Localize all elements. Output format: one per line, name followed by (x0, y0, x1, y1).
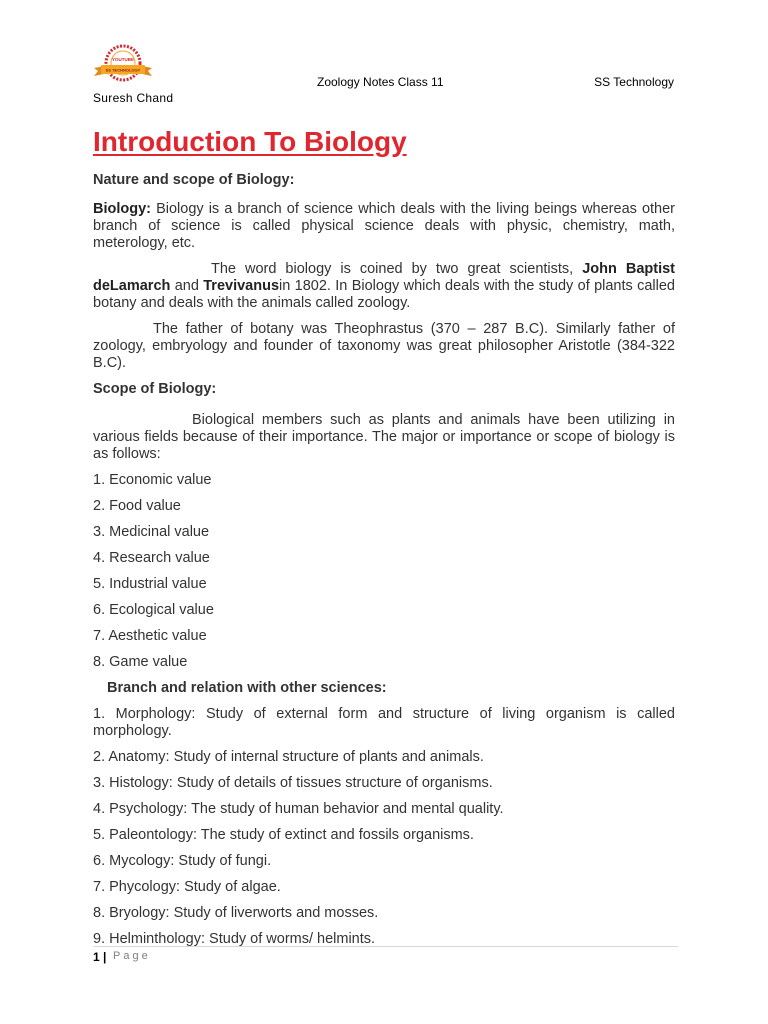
logo-text-top: YOUTUBE (111, 57, 135, 62)
list-item: 6. Ecological value (93, 602, 214, 618)
coined-paragraph (93, 261, 675, 312)
biology-label: Biology: (93, 201, 151, 217)
list-item: 3. Histology: Study of details of tissues structure of organisms. (93, 775, 493, 791)
document-title: Zoology Notes Class 11 (317, 75, 444, 89)
page-number (93, 950, 106, 964)
author-name: Suresh Chand (93, 91, 174, 105)
list-item: 2. Anatomy: Study of internal structure of plants and animals. (93, 749, 484, 765)
list-item: 1. Economic value (93, 472, 212, 488)
coined-text-2: and (170, 278, 204, 294)
list-item: 5. Industrial value (93, 576, 207, 592)
list-item: 2. Food value (93, 498, 181, 514)
list-item: 7. Phycology: Study of algae. (93, 879, 281, 895)
page-header (0, 0, 768, 112)
branch-heading: Branch and relation with other sciences: (107, 680, 387, 696)
footer-divider (93, 946, 678, 947)
members-paragraph: Biological members such as plants and animals have been utilizing in various fields because of their importance. The major or importance or scope of biology is as follows: (93, 412, 675, 462)
coined-text-3: in 1802. In Biology which deals with the study of plants called botany and deals with the animals called zoology. (93, 278, 675, 311)
scientist-lamarck: John Baptist deLamarch (93, 261, 676, 294)
scope-heading: Scope of Biology: (93, 381, 217, 397)
father-paragraph: The father of botany was Theophrastus (370 – 287 B.C). Similarly father of zoology, embryology and founder of taxonomy was great philosopher Aristotle (384-322 B.C). (93, 321, 675, 371)
page-title: Introduction To Biology (93, 126, 407, 157)
coined-text-1: The word biology is coined by two great scientists, (211, 261, 583, 277)
logo-text-ribbon: SS TECHNOLOGY (105, 67, 141, 73)
list-item: 8. Bryology: Study of liverworts and mosses. (93, 905, 379, 921)
list-item: 4. Research value (93, 550, 210, 566)
scientist-treviranus: Trevivanus (203, 278, 280, 294)
page-body (93, 124, 675, 948)
channel-logo (92, 42, 154, 86)
branch-list (93, 706, 675, 948)
list-item: 4. Psychology: The study of human behavior and mental quality. (93, 801, 504, 817)
list-item: 8. Game value (93, 654, 188, 670)
list-item: 3. Medicinal value (93, 524, 210, 540)
biology-text: Biology is a branch of science which deals with the living beings whereas other branch of science is called physical science deals with physic, chemistry, math, meterology, etc. (93, 201, 675, 251)
scope-list (93, 472, 675, 671)
list-item: 5. Paleontology: The study of extinct and fossils organisms. (93, 827, 474, 843)
list-item: 1. Morphology: Study of external form and structure of living organism is called morphology. (93, 706, 675, 739)
biology-paragraph (93, 201, 675, 252)
page-number-value: 1 (93, 950, 100, 964)
brand-name: SS Technology (594, 75, 674, 89)
page-separator: | (103, 950, 107, 964)
list-item: 6. Mycology: Study of fungi. (93, 853, 272, 869)
list-item: 9. Helminthology: Study of worms/ helmints. (93, 931, 376, 947)
nature-heading: Nature and scope of Biology: (93, 172, 295, 188)
page-label: Page (113, 950, 151, 962)
list-item: 7. Aesthetic value (93, 628, 207, 644)
